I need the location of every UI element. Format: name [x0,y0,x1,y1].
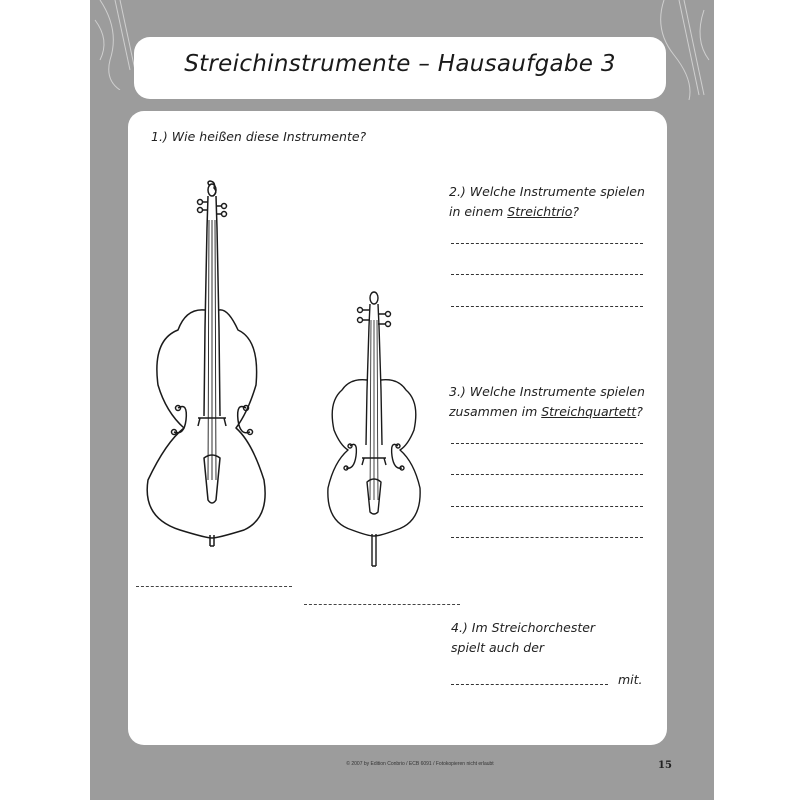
question-2-line-1: 2.) Welche Instrumente spielen [449,184,645,199]
answer-line-4[interactable] [451,684,608,685]
page-number: 15 [658,760,672,771]
answer-line-3c[interactable] [451,506,643,507]
cello-name-line[interactable] [304,604,460,605]
answer-line-3b[interactable] [451,474,643,475]
double-bass-name-line[interactable] [136,586,292,587]
answer-line-3d[interactable] [451,537,643,538]
copyright-footer: © 2007 by Edition Conbrio / ECB 6091 / Fotokopieren nicht erlaubt [346,761,494,767]
page-title: Streichinstrumente – Hausaufgabe 3 [184,51,616,77]
answer-line-2b[interactable] [451,274,643,275]
title-box [134,37,666,99]
question-2-suffix: ? [572,204,580,219]
answer-line-3a[interactable] [451,443,643,444]
question-3-line-1: 3.) Welche Instrumente spielen [449,384,645,399]
question-3-prefix: zusammen im [449,404,542,419]
question-2-line-2 [449,202,579,222]
question-1: 1.) Wie heißen diese Instrumente? [151,129,367,144]
streichtrio-term: Streichtrio [507,204,573,219]
cello-illustration [322,290,426,570]
question-4-suffix: mit. [618,672,643,687]
answer-line-2c[interactable] [451,306,643,307]
double-bass-illustration [140,180,270,550]
question-2-prefix: in einem [449,204,508,219]
streichquartett-term: Streichquartett [541,404,637,419]
answer-line-2a[interactable] [451,243,643,244]
question-4-line-1: 4.) Im Streichorchester [451,620,596,635]
question-4-line-2: spielt auch der [451,640,545,655]
question-3-line-2 [449,402,643,422]
question-3-suffix: ? [636,404,643,419]
